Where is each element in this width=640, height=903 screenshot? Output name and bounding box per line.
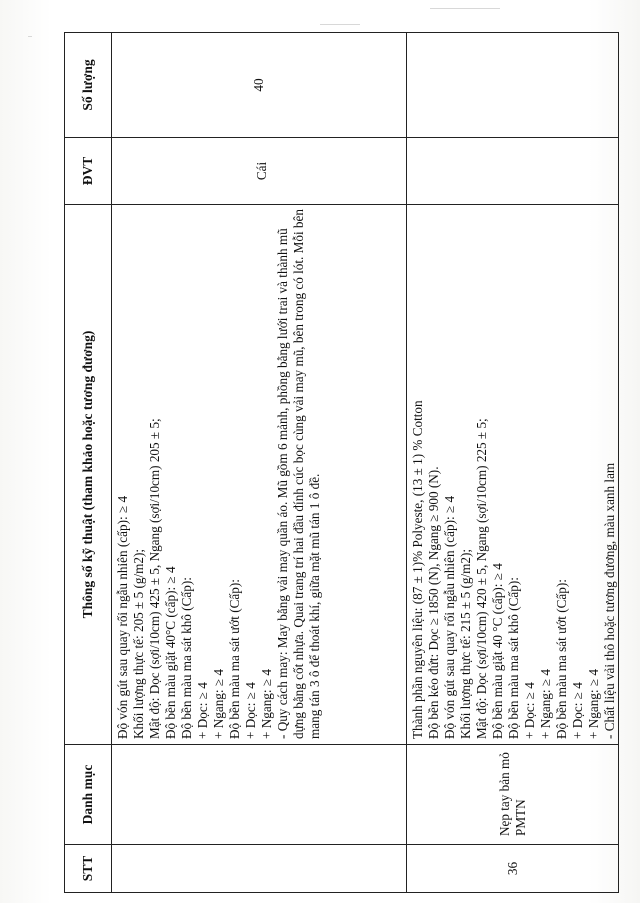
header-dvt: ĐVT [65,138,112,205]
cell-so-luong [407,33,619,138]
table-row [112,33,407,893]
spec-line: - Quy cách may: May bằng vải may quần áo. Mũ gồm 6 mảnh, phồng bằng lưới trai và thành mũ dựng bằng cốt nhựa. Quai trang trí hai đầu đính cúc bọc cùng vải may mũ, bên trong có lót. Mỗi bên mang tán 3 ô để thoát khí, giữa mặt mũ tán 1 ô đề. [275,209,322,739]
cell-so-luong: 40 [112,33,407,138]
spec-line: + Dọc: ≥ 4 [195,682,210,739]
table-header-row [65,33,112,893]
spec-line: + Ngang: ≥ 4 [586,669,601,739]
header-so-luong: Số lượng [65,33,112,138]
cell-stt [112,845,407,893]
spec-line: - Chất liệu vải thô hoặc tương đương, màu xanh lam [602,462,617,739]
spec-line: Độ bền màu ma sát khô (Cấp): [506,577,521,739]
cell-dvt: Cái [112,138,407,205]
spec-line: Độ bền kéo đứt: Dọc ≥ 1850 (N), Ngang ≥ 900 (N). [426,466,441,739]
spec-sheet [64,33,617,893]
cell-dvt [407,138,619,205]
spec-line: + Ngang: ≥ 4 [259,669,274,739]
spec-line: + Dọc: ≥ 4 [243,682,258,739]
rotated-page-frame [64,33,617,893]
spec-line: Độ bền màu ma sát khô (Cấp): [179,577,194,739]
spec-line: Độ bền màu ma sát ướt (Cấp): [227,579,242,739]
spec-line: Mật độ: Dọc (sợi/10cm) 420 ± 5, Ngang (sợi/10cm) 225 ± 5; [474,418,489,739]
spec-line: Độ vón gút sau quay rối ngẫu nhiên (cấp): ≥ 4 [115,495,130,739]
cell-thong-so [407,205,619,745]
header-danh-muc: Danh mục [65,745,112,845]
cell-danh-muc [112,745,407,845]
spec-line: Mật độ: Dọc (sợi/10cm) 425 ± 5, Ngang (sợi/10cm) 205 ± 5; [147,418,162,739]
spec-line: + Ngang: ≥ 4 [211,669,226,739]
spec-line: Độ bền màu giặt 40°C (cấp): ≥ 4 [163,566,178,739]
cell-thong-so [112,205,407,745]
spec-line: + Dọc: ≥ 4 [570,682,585,739]
spec-table [64,32,619,893]
spec-line: Khối lượng thực tế: 205 ± 5 (g/m2); [131,548,146,739]
table-row [407,33,619,893]
spec-lines [407,205,618,744]
spec-line: Độ bền màu ma sát ướt (Cấp): [554,579,569,739]
spec-line: Khối lượng thực tế: 215 ± 5 (g/m2); [458,548,473,739]
header-thong-so: Thông số kỹ thuật (tham khảo hoặc tương đương) [65,205,112,745]
cell-danh-muc: Nẹp tay bản mỏ PMTN [407,745,619,845]
cell-stt: 36 [407,845,619,893]
spec-line: Độ vón gút sau quay rối ngẫu nhiên (cấp): ≥ 4 [442,495,457,739]
spec-line: Độ bền màu giặt 40 °C (cấp): ≥ 4 [490,563,505,739]
spec-line: Thành phần nguyên liệu: (87 ± 1)% Polyeste, (13 ± 1) % Cotton [410,400,425,739]
spec-line: + Ngang: ≥ 4 [538,669,553,739]
header-stt: STT [65,845,112,893]
spec-line: + Dọc: ≥ 4 [522,682,537,739]
spec-lines [112,205,323,744]
